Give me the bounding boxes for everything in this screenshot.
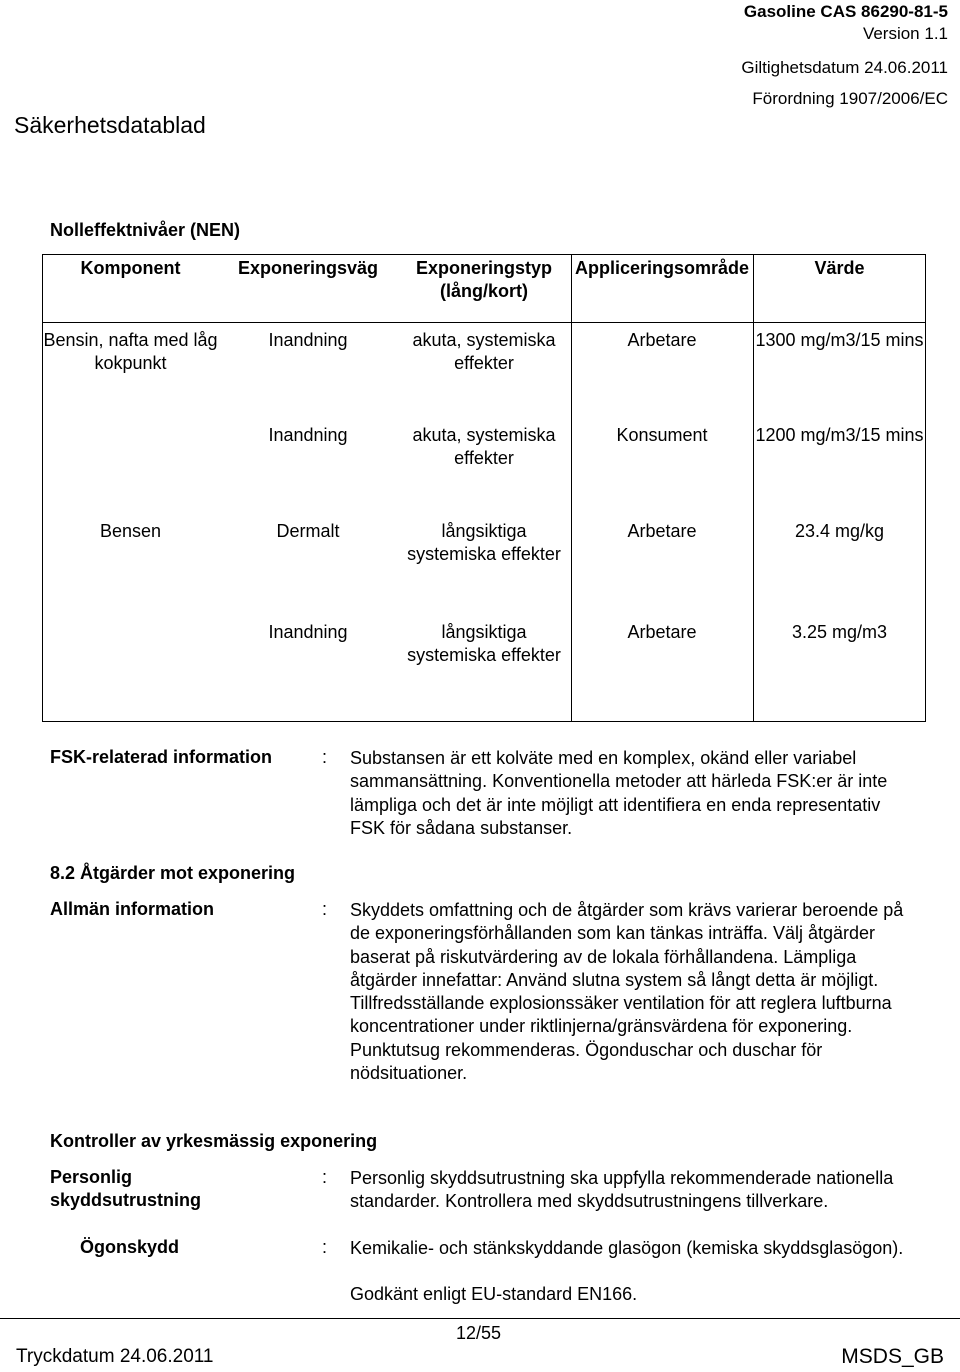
cell-varde: 3.25 mg/m3 bbox=[791, 622, 888, 642]
cell-vag: Inandning bbox=[268, 622, 348, 642]
nen-heading: Nolleffektnivåer (NEN) bbox=[50, 220, 241, 240]
colon: : bbox=[322, 899, 328, 919]
cell-vag: Inandning bbox=[268, 425, 348, 445]
colon: : bbox=[322, 747, 328, 767]
document-code: MSDS_GB bbox=[841, 1345, 944, 1368]
table-row bbox=[42, 520, 926, 621]
cell-omrade: Arbetare bbox=[627, 622, 697, 642]
validity-date: Giltighetsdatum 24.06.2011 bbox=[741, 58, 948, 77]
col-header: Exponeringstyp (lång/kort) bbox=[415, 258, 553, 301]
cell-omrade: Arbetare bbox=[627, 330, 697, 350]
cell-komponent: Bensin, nafta med låg kokpunkt bbox=[43, 330, 218, 373]
version: Version 1.1 bbox=[862, 24, 948, 43]
ppe-label-line2: skyddsutrustning bbox=[50, 1190, 202, 1210]
cell-typ: akuta, systemiska effekter bbox=[412, 425, 556, 468]
print-date: Tryckdatum 24.06.2011 bbox=[16, 1346, 214, 1367]
ppe-label-line1: Personlig bbox=[50, 1167, 133, 1187]
regulation: Förordning 1907/2006/EC bbox=[752, 89, 948, 108]
cell-omrade: Arbetare bbox=[627, 521, 697, 541]
table-row bbox=[42, 621, 926, 724]
page-number: 12/55 bbox=[456, 1323, 502, 1343]
cell-varde: 23.4 mg/kg bbox=[794, 521, 885, 541]
table-header-row bbox=[42, 254, 926, 325]
cell-komponent bbox=[42, 424, 219, 520]
cell-varde: 1300 mg/m3/15 mins bbox=[755, 330, 924, 350]
section-heading: 8.2 Åtgärder mot exponering bbox=[50, 863, 296, 883]
product-title: Gasoline CAS 86290-81-5 bbox=[743, 2, 948, 21]
cell-omrade: Konsument bbox=[616, 425, 708, 445]
colon: : bbox=[322, 1167, 328, 1187]
cell-komponent bbox=[42, 621, 219, 724]
cell-typ: akuta, systemiska effekter bbox=[412, 330, 556, 373]
table-row bbox=[42, 325, 926, 424]
colon: : bbox=[322, 1237, 328, 1257]
cell-typ: långsiktiga systemiska effekter bbox=[407, 622, 561, 665]
col-header: Appliceringsområde bbox=[574, 258, 750, 278]
cell-vag: Inandning bbox=[268, 330, 348, 350]
ppe-text: Personlig skyddsutrustning ska uppfylla rekommenderade nationella standarder. Kontrollera med skyddsutrustningens tillverkare. bbox=[350, 1168, 894, 1212]
eye-protection-standard: Godkänt enligt EU-standard EN166. bbox=[350, 1284, 638, 1304]
col-header: Komponent bbox=[80, 258, 181, 278]
fsk-text: Substansen är ett kolväte med en komplex, okänd eller variabel sammansättning. Konventionella metoder att härleda FSK:er är inte lämpliga och det är inte möjligt att identifiera en enda representativ FSK för sådana substanser. bbox=[350, 748, 888, 838]
col-header: Exponeringsväg bbox=[237, 258, 379, 278]
footer-divider bbox=[0, 1318, 960, 1319]
general-info-label: Allmän information bbox=[50, 899, 215, 919]
cell-vag: Dermalt bbox=[276, 521, 340, 541]
controls-heading: Kontroller av yrkesmässig exponering bbox=[50, 1131, 378, 1151]
document-title: Säkerhetsdatablad bbox=[14, 112, 206, 138]
cell-komponent: Bensen bbox=[99, 521, 162, 541]
col-header: Värde bbox=[814, 258, 865, 278]
general-info-text: Skyddets omfattning och de åtgärder som krävs varierar beroende på de exponeringsförhållanden som kan tänkas inträffa. Välj åtgärder baserat på riskutvärdering av de lokala förhållandena. Lämpliga åtgärder innefattar: Använd slutna system så långt detta är möjligt. Tillfredsställande explosionssäker ventilation för att reglera luftburna koncentrationer under riktlinjerna/gränsvärdena för exponering. Punktutsug rekommenderas. Ögonduschar och duschar för nödsituationer. bbox=[350, 900, 904, 1084]
nen-table bbox=[42, 254, 926, 724]
eye-protection-text: Kemikalie- och stänkskyddande glasögon (kemiska skyddsglasögon). bbox=[350, 1238, 904, 1258]
eye-protection-label: Ögonskydd bbox=[80, 1237, 180, 1257]
cell-varde: 1200 mg/m3/15 mins bbox=[755, 425, 924, 445]
fsk-label: FSK-relaterad information bbox=[50, 747, 273, 767]
cell-typ: långsiktiga systemiska effekter bbox=[407, 521, 561, 564]
table-row bbox=[42, 424, 926, 520]
